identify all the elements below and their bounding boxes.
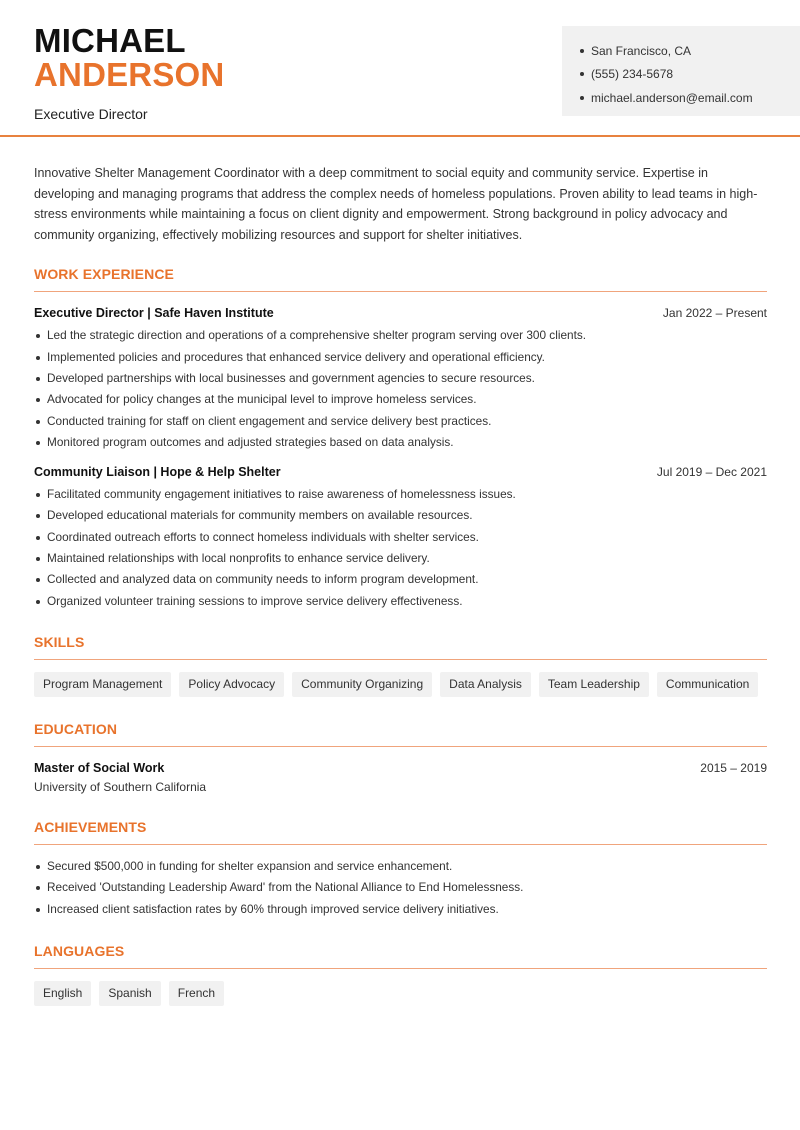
list-item: Led the strategic direction and operations of a comprehensive shelter program serving over 300 clients. [34,325,767,346]
list-item: Organized volunteer training sessions to improve service delivery effectiveness. [34,591,767,612]
skill-tag: Community Organizing [292,672,432,697]
education-header [34,761,767,775]
language-tag: English [34,981,91,1006]
skill-tag: Program Management [34,672,171,697]
list-item: Conducted training for staff on client engagement and service delivery best practices. [34,411,767,432]
resume-header [0,0,800,137]
skill-tag: Team Leadership [539,672,649,697]
list-item: Facilitated community engagement initiatives to raise awareness of homelessness issues. [34,484,767,505]
achievements-section [34,819,767,920]
section-title-achievements: ACHIEVEMENTS [34,819,767,845]
list-item: Coordinated outreach efforts to connect homeless individuals with shelter services. [34,527,767,548]
job-dates: Jan 2022 – Present [662,306,767,321]
skill-tag: Policy Advocacy [179,672,284,697]
language-tag: French [169,981,224,1006]
job-bullets [34,325,767,453]
contact-box [562,26,800,116]
list-item: Maintained relationships with local nonprofits to enhance service delivery. [34,548,767,569]
school: University of Southern California [34,779,207,794]
job-header [34,306,767,320]
bullet-icon [580,72,584,76]
list-item: Secured $500,000 in funding for shelter expansion and service enhancement. [34,856,767,877]
section-title-education: EDUCATION [34,721,767,747]
language-tags [34,981,767,1006]
section-title-work: WORK EXPERIENCE [34,266,767,292]
name-block [34,24,224,122]
skills-tags [34,672,767,697]
education-section [34,721,767,794]
list-item: Implemented policies and procedures that enhanced service delivery and operational efficiency. [34,347,767,368]
section-title-languages: LANGUAGES [34,943,767,969]
list-item: Received 'Outstanding Leadership Award' from the National Alliance to End Homelessness. [34,877,767,898]
list-item: Increased client satisfaction rates by 60% through improved service delivery initiatives. [34,899,767,920]
bullet-icon [580,49,584,53]
resume-content [34,163,767,1006]
job-dates: Jul 2019 – Dec 2021 [656,465,767,480]
job-bullets [34,484,767,612]
contact-email: michael.anderson@email.com [580,86,800,110]
list-item: Developed partnerships with local businesses and government agencies to secure resources. [34,368,767,389]
job-header [34,465,767,479]
section-title-skills: SKILLS [34,634,767,660]
job-entry [34,306,767,453]
first-name: MICHAEL [34,22,186,59]
job-entry [34,465,767,612]
skill-tag: Data Analysis [440,672,531,697]
work-section [34,266,767,612]
summary: Innovative Shelter Management Coordinator with a deep commitment to social equity and community service. Expertise in developing and managing programs that address the complex needs of homeless populations. Proven ability to lead teams in high-stress environments while maintaining a focus on client dignity and empowerment. Strong background in policy advocacy and community organizing, effectively mobilizing resources and support for shelter initiatives. [34,166,758,242]
list-item: Advocated for policy changes at the municipal level to improve homeless services. [34,389,767,410]
skills-section [34,634,767,697]
education-dates: 2015 – 2019 [700,760,767,775]
list-item: Monitored program outcomes and adjusted strategies based on data analysis. [34,432,767,453]
last-name: ANDERSON [34,56,225,93]
list-item: Developed educational materials for community members on available resources. [34,505,767,526]
languages-section [34,943,767,1006]
skill-tag: Communication [657,672,758,697]
bullet-icon [580,96,584,100]
job-title: Executive Director [34,106,148,122]
language-tag: Spanish [99,981,160,1006]
list-item: Collected and analyzed data on community needs to inform program development. [34,569,767,590]
degree: Master of Social Work [34,760,165,775]
achievement-list [34,856,767,920]
job-role: Executive Director | Safe Haven Institute [34,306,274,321]
contact-phone: (555) 234-5678 [580,63,800,87]
contact-location: San Francisco, CA [580,39,800,63]
job-role: Community Liaison | Hope & Help Shelter [34,465,281,480]
